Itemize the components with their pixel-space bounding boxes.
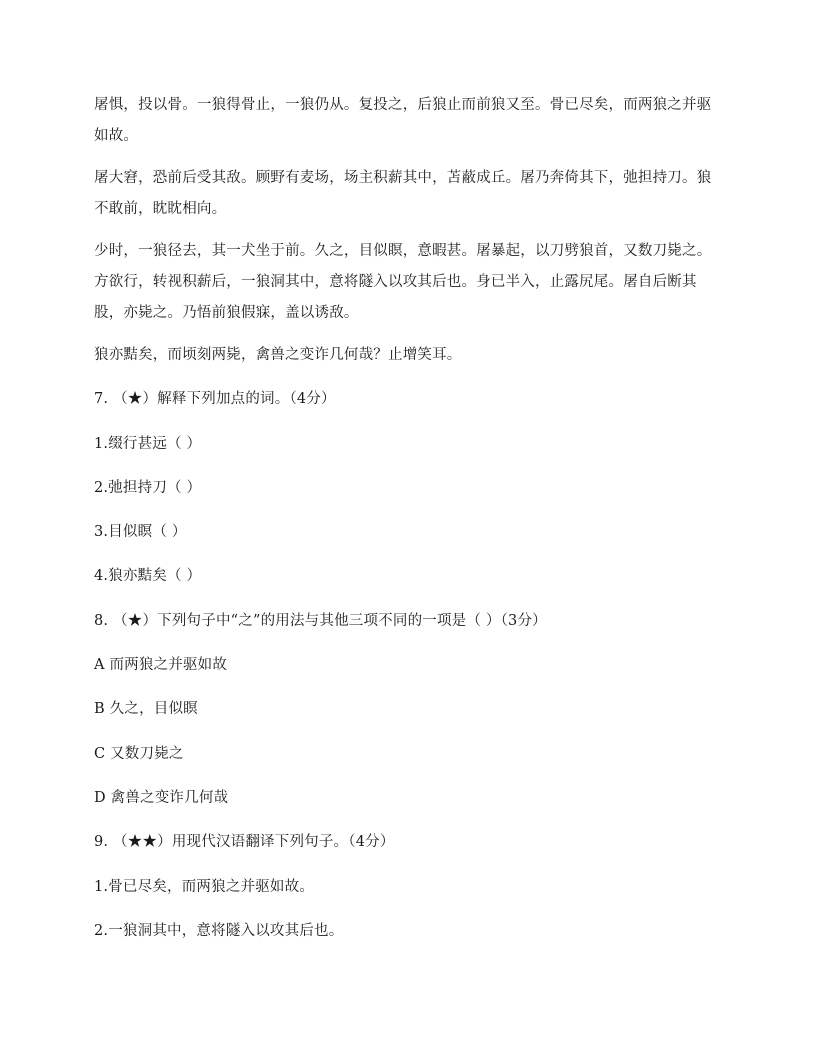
question-8-option-a: A 而两狼之并驱如故 bbox=[94, 657, 228, 674]
question-8-option-b: B 久之，目似瞑 bbox=[94, 701, 198, 718]
question-8-title: 8. （★）下列句子中“之”的用法与其他三项不同的一项是（ ）（3分） bbox=[94, 612, 547, 629]
question-9-item-2: 2.一狼洞其中，意将隧入以攻其后也。 bbox=[94, 922, 344, 939]
question-7-item-3: 3.目似瞑（ ） bbox=[94, 524, 187, 541]
question-7-item-2: 2.弛担持刀（ ） bbox=[94, 479, 202, 496]
passage-paragraph-4: 狼亦黠矣，而顷刻两毙，禽兽之变诈几何哉？止增笑耳。 bbox=[94, 347, 462, 363]
passage-paragraph-2: 屠大窘，恐前后受其敌。顾野有麦场，场主积薪其中，苫蔽成丘。屠乃奔倚其下，弛担持刀。狼不敢前，眈眈相向。 bbox=[94, 170, 712, 217]
question-8-option-d: D 禽兽之变诈几何哉 bbox=[94, 789, 229, 806]
question-7-item-4: 4.狼亦黠矣（ ） bbox=[94, 568, 202, 585]
question-9-item-1: 1.骨已尽矣，而两狼之并驱如故。 bbox=[94, 878, 315, 895]
question-9-title: 9. （★★）用现代汉语翻译下列句子。（4分） bbox=[94, 834, 395, 851]
question-8-option-c: C 又数刀毙之 bbox=[94, 745, 184, 762]
question-7-title: 7. （★）解释下列加点的词。（4分） bbox=[94, 391, 336, 408]
question-7-item-1: 1.缀行甚远（ ） bbox=[94, 435, 202, 452]
document-content bbox=[94, 90, 724, 960]
passage-paragraph-1: 屠惧，投以骨。一狼得骨止，一狼仍从。复投之，后狼止而前狼又至。骨已尽矣，而两狼之并驱如故。 bbox=[94, 97, 712, 144]
passage-paragraph-3: 少时，一狼径去，其一犬坐于前。久之，目似瞑，意暇甚。屠暴起，以刀劈狼首，又数刀毙之。方欲行，转视积薪后，一狼洞其中，意将隧入以攻其后也。身已半入，止露尻尾。屠自后断其股，亦毙之。乃悟前狼假寐，盖以诱敌。 bbox=[94, 243, 712, 321]
